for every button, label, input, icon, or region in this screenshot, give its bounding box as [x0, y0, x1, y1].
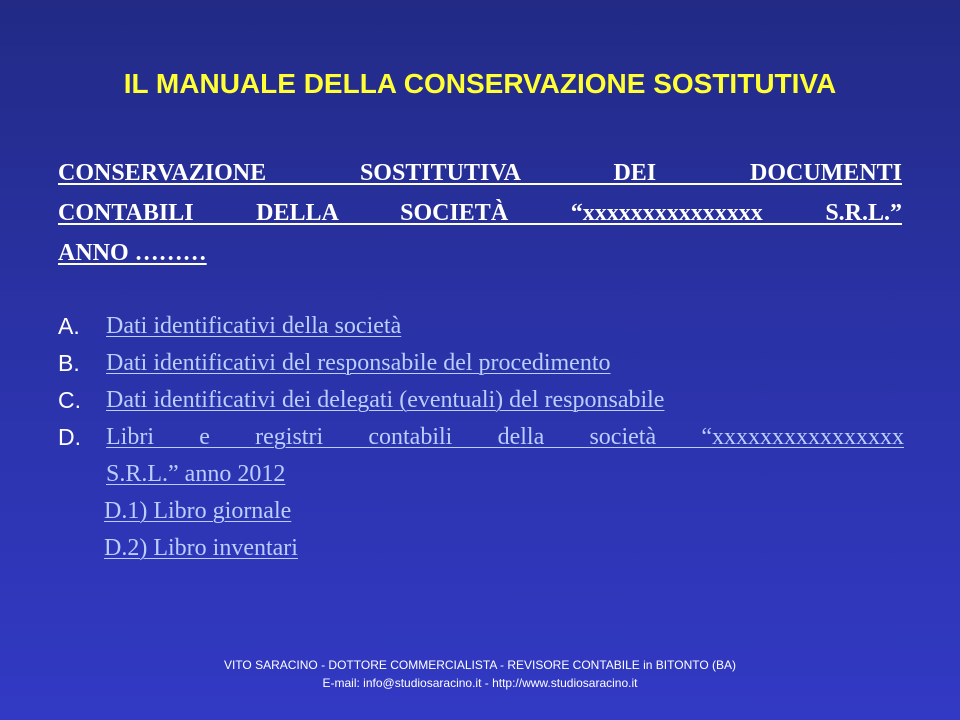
list-letter: B.: [58, 350, 80, 376]
link-company-data[interactable]: Dati identificativi della società: [106, 313, 402, 339]
heading-line-3: ANNO ………: [58, 240, 207, 266]
list-item-b: [58, 345, 904, 382]
document-heading: [58, 153, 902, 273]
link-books-registers-line-1[interactable]: [106, 419, 904, 456]
list-letter: A.: [58, 313, 80, 339]
link-books-registers[interactable]: Libri e registri contabili della società “xxxxxxxxxxxxxxxx: [106, 424, 904, 450]
link-journal-book[interactable]: D.1) Libro giornale: [104, 498, 292, 524]
link-manager-data[interactable]: Dati identificativi del responsabile del procedimento: [106, 350, 611, 376]
footer-line-2: E-mail: info@studiosaracino.it - http://www.studiosaracino.it: [322, 676, 638, 690]
list-letter: D.: [58, 424, 81, 450]
link-books-registers-line-2[interactable]: [106, 456, 904, 493]
list-item-d: [58, 419, 904, 493]
link-books-registers-cont[interactable]: S.R.L.” anno 2012: [106, 461, 286, 487]
heading-line-2: CONTABILI DELLA SOCIETÀ “xxxxxxxxxxxxxxx S.R.L.”: [58, 200, 902, 226]
sub-item-d2: [58, 530, 904, 567]
heading-line-1: CONSERVAZIONE SOSTITUTIVA DEI DOCUMENTI: [58, 160, 902, 186]
footer-line-1: VITO SARACINO - DOTTORE COMMERCIALISTA - REVISORE CONTABILE in BITONTO (BA): [223, 658, 737, 672]
slide-footer: [0, 656, 960, 692]
link-delegates-data[interactable]: Dati identificativi dei delegati (eventuali) del responsabile: [106, 387, 665, 413]
slide-title: IL MANUALE DELLA CONSERVAZIONE SOSTITUTIVA: [123, 68, 837, 99]
sub-item-d1: [58, 493, 904, 530]
list-item-a: [58, 308, 904, 345]
link-inventory-book[interactable]: D.2) Libro inventari: [104, 535, 298, 561]
list-item-c: [58, 382, 904, 419]
list-letter: C.: [58, 387, 81, 413]
contents-list: [58, 308, 904, 567]
